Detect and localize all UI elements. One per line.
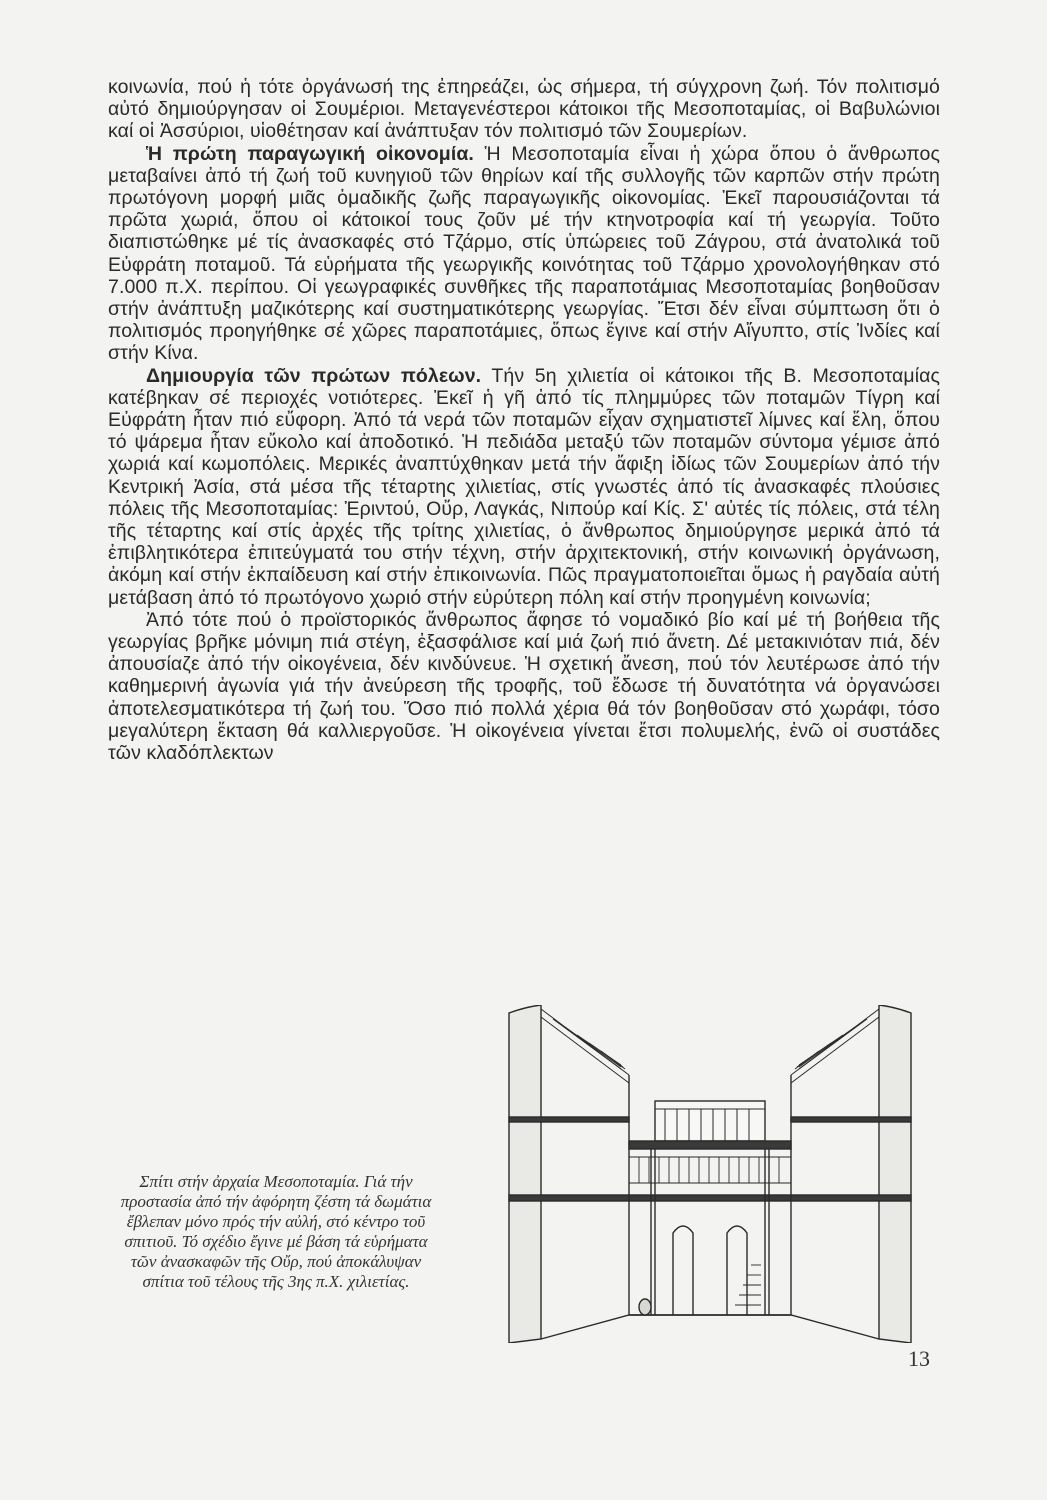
courtyard-house-drawing <box>505 1005 915 1343</box>
section-1-text: Ἡ Μεσοποταμία εἶναι ἡ χώρα ὅπου ὁ ἄνθρωπος μεταβαίνει ἀπό τή ζωή τοῦ κυνηγιοῦ τῶν θηρίων καί τῆς συλλογῆς τῶν καρπῶν στήν πρώτη πρωτόγονη μορφή μιᾶς ὁμαδικῆς ζωῆς παραγωγικῆς οἰκονομίας. Ἐκεῖ παρουσιάζονται τά πρῶτα χωριά, ὅπου οἱ κάτοικοί τους ζοῦν μέ τήν κτηνοτροφία καί τή γεωργία. Τοῦτο διαπιστώθηκε μέ τίς ἀνασκαφές στό Τζάρμο, στίς ὑπώρειες τοῦ Ζάγρου, στά ἀνατολικά τοῦ Εὐφράτη ποταμοῦ. Τά εὑρήματα τῆς γεωργικῆς κοινότητας τοῦ Τζάρμο χρονολογήθηκαν στό 7.000 π.Χ. περίπου. Οἱ γεωγραφικές συνθῆκες τῆς παραποτάμιας Μεσοποταμίας βοηθοῦσαν στήν ἀνάπτυξη μαζικότερης καί συστηματικότερης γεωργίας. Ἔτσι δέν εἶναι σύμπτωση ὅτι ὁ πολιτισμός προηγήθηκε σέ χῶρες παραποτάμιες, ὅπως ἔγινε καί στήν Αἴγυπτο, στίς Ἰνδίες καί στήν Κίνα. <box>108 142 940 365</box>
main-text <box>108 76 940 764</box>
page-number: 13 <box>908 1346 930 1371</box>
section-1-heading: Ἡ πρώτη παραγωγική οἰκονομία. <box>146 142 474 165</box>
section-2-heading: Δημιουργία τῶν πρώτων πόλεων. <box>146 364 482 387</box>
section-2 <box>108 365 940 609</box>
section-1 <box>108 143 940 365</box>
paragraph-4: Ἀπό τότε πού ὁ προϊστορικός ἄνθρωπος ἄφησε τό νομαδικό βίο καί μέ τή βοήθεια τῆς γεωργίας βρῆκε μόνιμη πιά στέγη, ἐξασφάλισε καί μιά ζωή πιό ἄνετη. Δέ μετακινιόταν πιά, δέν ἀπουσίαζε ἀπό τήν οἰκογένεια, δέν κινδύνευε. Ἡ σχετική ἄνεση, πού τόν λευτέρωσε ἀπό τήν καθημερινή ἀγωνία γιά τήν ἀνεύρεση τῆς τροφῆς, τοῦ ἔδωσε τή δυνατότητα νά ὀργανώσει ἀποτελεσματικότερα τή ζωή του. Ὅσο πιό πολλά χέρια θά τόν βοηθοῦσαν στό χωράφι, τόσο μεγαλύτερη ἔκταση θά καλλιεργοῦσε. Ἡ οἰκογένεια γίνεται ἔτσι πολυμελής, ἐνῶ οἱ συστάδες τῶν κλαδόπλεκτων <box>108 608 940 765</box>
house-illustration <box>505 1005 915 1343</box>
paragraph-1: κοινωνία, πού ἡ τότε ὀργάνωσή της ἐπηρεάζει, ὡς σήμερα, τή σύγχρονη ζωή. Τόν πολιτισμό αὐτό δημιούργησαν οἱ Σουμέριοι. Μεταγενέστεροι κάτοικοι τῆς Μεσοποταμίας, οἱ Βαβυλώνιοι καί οἱ Ἀσσύριοι, υἱοθέτησαν καί ἀνάπτυξαν τόν πολιτισμό τῶν Σουμερίων. <box>108 76 940 143</box>
section-2-text: Τήν 5η χιλιετία οἱ κάτοικοι τῆς Β. Μεσοποταμίας κατέβηκαν σέ περιοχές νοτιότερες. Ἐκεῖ ἡ γῆ ἀπό τίς πλημμύρες τῶν ποταμῶν Τίγρη καί Εὐφράτη ἦταν πιό εὔφορη. Ἀπό τά νερά τῶν ποταμῶν εἶχαν σχηματιστεῖ λίμνες καί ἕλη, ὅπου τό ψάρεμα ἦταν εὔκολο καί ἀποδοτικό. Ἡ πεδιάδα μεταξύ τῶν ποταμῶν σύντομα γέμισε ἀπό χωριά καί κωμοπόλεις. Μερικές ἀναπτύχθηκαν μετά τήν ἄφιξη ἰδίως τῶν Σουμερίων ἀπό τήν Κεντρική Ἀσία, στά μέσα τῆς τέταρτης χιλιετίας, στίς γνωστές ἀπό τίς ἀνασκαφές πλούσιες πόλεις τῆς Μεσοποταμίας: Ἐριντού, Οὔρ, Λαγκάς, Νιπούρ καί Κίς. Σ' αὐτές τίς πόλεις, στά τέλη τῆς τέταρτης καί στίς ἀρχές τῆς τρίτης χιλιετίας, ὁ ἄνθρωπος δημιούργησε μερικά ἀπό τά ἐπιβλητικότερα ἐπιτεύγματά του στήν τέχνη, στήν ἀρχιτεκτονική, στήν κοινωνική ὀργάνωση, ἀκόμη καί στήν ἐκπαίδευση καί στήν ἐπικοινωνία. Πῶς πραγματοποιεῖται ὅμως ἡ ραγδαία αὐτή μετάβαση ἀπό τό πρωτόγονο χωριό στήν εὐρύτερη πόλη καί στήν προηγμένη κοινωνία; <box>108 364 940 609</box>
figure-caption: Σπίτι στήν ἀρχαία Μεσοποταμία. Γιά τήν προστασία ἀπό τήν ἀφόρητη ζέστη τά δωμάτια ἔβλεπαν μόνο πρός τήν αὐλή, στό κέντρο τοῦ σπιτιοῦ. Τό σχέδιο ἔγινε μέ βάση τά εὑρήματα τῶν ἀνασκαφῶν τῆς Οὔρ, πού ἀποκάλυψαν σπίτια τοῦ τέλους τῆς 3ης π.Χ. χιλιετίας. <box>120 1172 432 1291</box>
